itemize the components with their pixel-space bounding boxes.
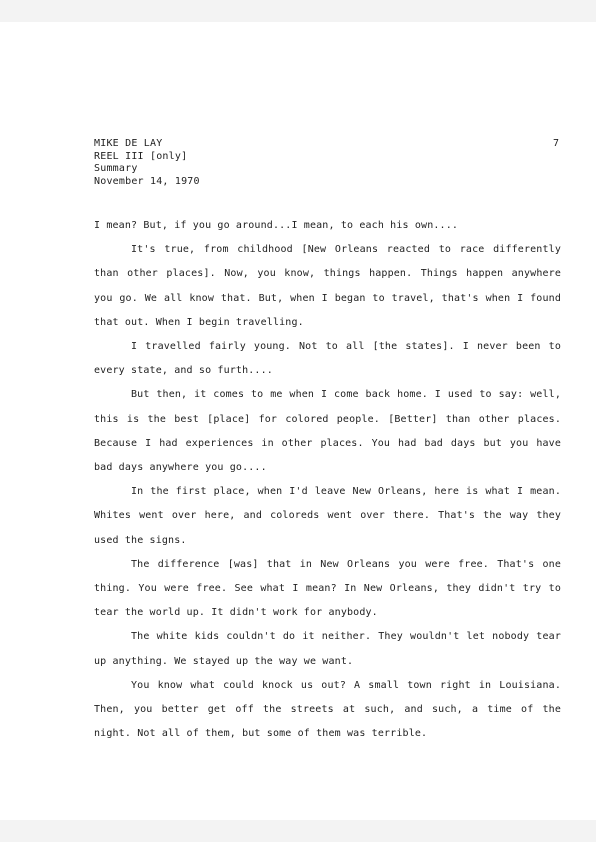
paragraph: The white kids couldn't do it neither. They wouldn't let nobody tear up anything. We stayed up the way we want. xyxy=(94,631,561,667)
paragraph: It's true, from childhood [New Orleans reacted to race differently than other places]. Now, you know, things happen. Things happen anywhere you go. We all know that. But, when I began to travel, that's when I found that out. When I begin travelling. xyxy=(94,244,561,328)
document-page xyxy=(0,22,596,820)
paragraph: The difference [was] that in New Orleans you were free. That's one thing. You were free. See what I mean? In New Orleans, they didn't try to tear the world up. It didn't work for anybody. xyxy=(94,558,561,619)
paragraph: I mean? But, if you go around...I mean, to each his own.... xyxy=(94,220,459,231)
interviewee-name: MIKE DE LAY xyxy=(94,138,163,149)
interview-date: November 14, 1970 xyxy=(94,175,200,187)
transcript-body xyxy=(94,214,561,746)
paragraph: In the first place, when I'd leave New Orleans, here is what I mean. Whites went over here, and coloreds went over there. That's the way they used the signs. xyxy=(94,486,561,546)
reel-label: REEL III [only] xyxy=(94,150,188,162)
document-header xyxy=(94,138,200,188)
page-number: 7 xyxy=(553,138,560,149)
paragraph: You know what could knock us out? A small town right in Louisiana. Then, you better get off the streets at such, and such, a time of the night. Not all of them, but some of them was terrible. xyxy=(94,679,561,740)
document-type: Summary xyxy=(94,163,138,174)
paragraph: I travelled fairly young. Not to all [the states]. I never been to every state, and so furth.... xyxy=(94,341,561,377)
paragraph: But then, it comes to me when I come back home. I used to say: well, this is the best [place] for colored people. [Better] than other places. Because I had experiences in other places. You had bad days but you have bad days anywhere you go.... xyxy=(94,389,561,474)
